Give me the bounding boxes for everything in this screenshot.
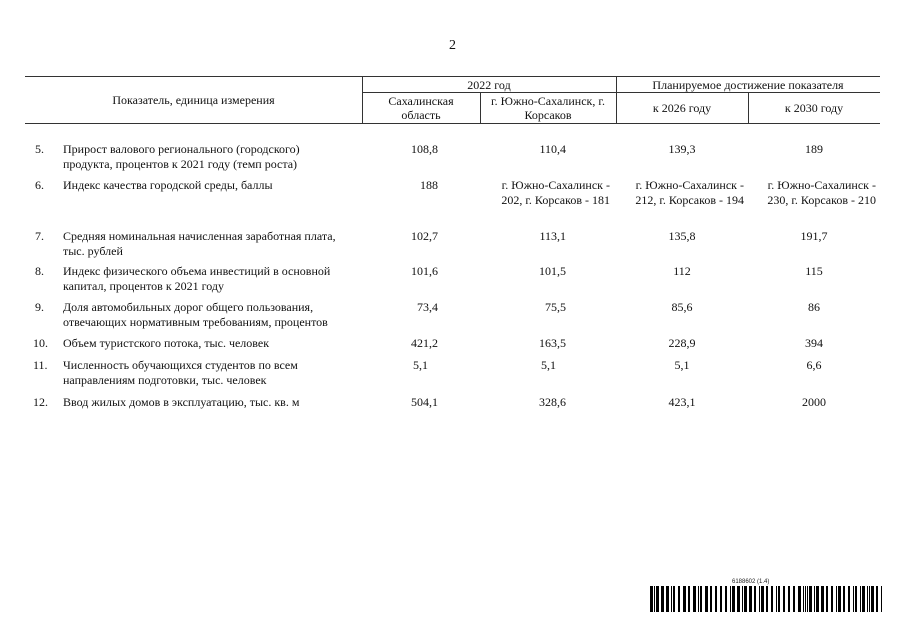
barcode-bar [688, 586, 690, 612]
row-2030-value: 2000 [802, 395, 826, 409]
row-2030-value: 115 [805, 264, 823, 278]
barcode-bar [742, 586, 743, 612]
barcode-label: 6188602 (1.4) [732, 579, 770, 585]
barcode-bar [656, 586, 659, 612]
barcode-bar [881, 586, 882, 612]
barcode-bar [798, 586, 801, 612]
barcode-bar [720, 586, 722, 612]
row-cities-value: 101,5 [539, 264, 566, 278]
barcode-bar [867, 586, 868, 612]
header-col-cities: г. Южно-Сахалинск, г. Корсаков [491, 94, 605, 122]
barcode-bar [715, 586, 717, 612]
barcode-bar [803, 586, 804, 612]
row-number: 11. [33, 358, 48, 372]
barcode-bar [876, 586, 878, 612]
row-cities-value: 5,1 [541, 358, 556, 372]
barcode-bar [725, 586, 727, 612]
row-2030-value: г. Южно-Сахалинск - 230, г. Корсаков - 210 [767, 178, 876, 207]
header-group-2022: 2022 год [467, 78, 511, 92]
barcode-bar [654, 586, 655, 612]
barcode-bar [869, 586, 870, 612]
row-number: 8. [35, 264, 44, 278]
barcode-bar [730, 586, 731, 612]
barcode-bar [650, 586, 653, 612]
row-2026-value: 139,3 [668, 142, 696, 156]
barcode-bar [788, 586, 790, 612]
barcode-bar [732, 586, 735, 612]
header-group-rule [362, 92, 880, 93]
row-indicator: Ввод жилых домов в эксплуатацию, тыс. кв. м [63, 395, 300, 409]
header-top-rule [25, 76, 880, 77]
header-col-region: Сахалинская область [388, 94, 454, 122]
barcode-bar [778, 586, 780, 612]
row-2026-value: г. Южно-Сахалинск - 212, г. Корсаков - 194 [635, 178, 744, 207]
row-region-value: 188 [420, 178, 438, 192]
row-2026-value: 423,1 [668, 395, 696, 409]
row-region-value: 73,4 [417, 300, 438, 314]
page-number: 2 [449, 38, 456, 53]
row-number: 12. [33, 395, 48, 409]
barcode-bar [671, 586, 672, 612]
barcode-bar [759, 586, 760, 612]
header-group-planned: Планируемое достижение показателя [652, 78, 844, 92]
barcode-bar [836, 586, 837, 612]
barcode-bar [737, 586, 740, 612]
barcode-bar [749, 586, 752, 612]
barcode-bar [678, 586, 680, 612]
row-region-value: 504,1 [411, 395, 438, 409]
row-indicator: Прирост валового регионального (городского) продукта, процентов к 2021 году (темп роста) [63, 142, 300, 171]
row-2030-value: 86 [808, 300, 820, 314]
barcode-bar [826, 586, 828, 612]
barcode-bar [848, 586, 850, 612]
row-indicator: Индекс физического объема инвестиций в основной капитал, процентов к 2021 году [63, 264, 331, 293]
row-number: 9. [35, 300, 44, 314]
barcode-bar [693, 586, 696, 612]
barcode-bar [783, 586, 785, 612]
header-col-2030: к 2030 году [784, 101, 844, 115]
row-cities-value: 113,1 [539, 229, 566, 243]
header-divider [480, 92, 481, 123]
row-indicator: Средняя номинальная начисленная заработная плата, тыс. рублей [63, 229, 336, 258]
barcode-bar [793, 586, 795, 612]
header-indicator: Показатель, единица измерения [112, 93, 275, 107]
barcode-bar [766, 586, 768, 612]
barcode-bar [821, 586, 824, 612]
barcode-bar [705, 586, 708, 612]
row-number: 10. [33, 336, 48, 350]
barcode-bar [698, 586, 699, 612]
row-cities-value: 75,5 [545, 300, 566, 314]
row-cities-value: 110,4 [539, 142, 566, 156]
row-2026-value: 112 [673, 264, 691, 278]
header-bottom-rule [25, 123, 880, 124]
barcode-bar [700, 586, 702, 612]
row-cities-value: 328,6 [539, 395, 566, 409]
row-indicator: Доля автомобильных дорог общего пользования, отвечающих нормативным требованиям, процентов [63, 300, 328, 329]
row-region-value: 5,1 [413, 358, 428, 372]
barcode-bar [744, 586, 747, 612]
row-2026-value: 228,9 [668, 336, 696, 350]
barcode-bar [683, 586, 686, 612]
barcode-bar [814, 586, 815, 612]
row-2030-value: 191,7 [800, 229, 828, 243]
row-region-value: 421,2 [411, 336, 438, 350]
row-2026-value: 5,1 [674, 358, 690, 372]
barcode-bar [855, 586, 857, 612]
row-2026-value: 135,8 [668, 229, 696, 243]
row-region-value: 108,8 [411, 142, 438, 156]
barcode-bar [816, 586, 819, 612]
row-indicator: Объем туристского потока, тыс. человек [63, 336, 270, 350]
row-indicator: Численность обучающихся студентов по всем направлениям подготовки, тыс. человек [63, 358, 298, 387]
row-number: 7. [35, 229, 44, 243]
row-2026-value: 85,6 [671, 300, 693, 314]
barcode-bar [805, 586, 806, 612]
row-cities-value: г. Южно-Сахалинск - 202, г. Корсаков - 181 [501, 178, 610, 207]
row-region-value: 102,7 [411, 229, 438, 243]
header-col-2026: к 2026 году [652, 101, 712, 115]
row-2030-value: 189 [805, 142, 823, 156]
row-2030-value: 6,6 [806, 358, 822, 372]
barcode [650, 586, 884, 612]
barcode-bar [771, 586, 773, 612]
row-cities-value: 163,5 [539, 336, 566, 350]
row-indicator: Индекс качества городской среды, баллы [63, 178, 273, 192]
row-number: 6. [35, 178, 44, 192]
barcode-bar [860, 586, 861, 612]
barcode-bar [673, 586, 675, 612]
barcode-bar [807, 586, 808, 612]
barcode-bar [831, 586, 833, 612]
barcode-bar [838, 586, 841, 612]
barcode-bar [862, 586, 865, 612]
barcode-bar [761, 586, 764, 612]
barcode-bar [853, 586, 854, 612]
barcode-bar [661, 586, 664, 612]
row-number: 5. [35, 142, 44, 156]
row-2030-value: 394 [805, 336, 823, 350]
barcode-bar [776, 586, 777, 612]
barcode-bar [754, 586, 756, 612]
barcode-bar [871, 586, 874, 612]
barcode-bar [809, 586, 812, 612]
row-region-value: 101,6 [411, 264, 438, 278]
barcode-bar [710, 586, 712, 612]
barcode-bar [666, 586, 669, 612]
barcode-bar [843, 586, 845, 612]
